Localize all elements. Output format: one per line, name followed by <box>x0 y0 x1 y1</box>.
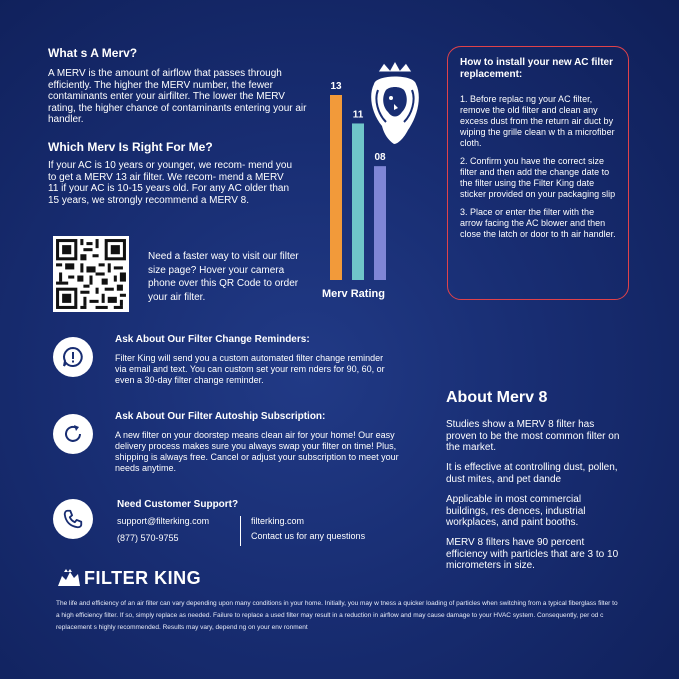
support-website[interactable]: filterking.com <box>251 516 305 526</box>
which-merv-heading: Which Merv Is Right For Me? <box>48 140 213 154</box>
merv-chart-label: Merv Rating <box>322 288 385 300</box>
support-contact: Contact us for any questions <box>251 531 366 541</box>
install-step-3: 3. Place or enter the filter with the arrow facing the AC blower and then close the latch or door to th air handler. <box>460 207 616 239</box>
merv-bar-11 <box>352 123 364 280</box>
lion-logo-icon <box>364 60 426 146</box>
install-step-2: 2. Confirm you have the correct size filter and then add the change date to the filter using the Filter King date sticker provided on your packaging slip <box>460 156 616 199</box>
disclaimer-text: The life and efficiency of an air filter can vary depending upon many conditions in your home. Initially, you may w tness a quicker loading of particles when switching from a typical fiberglass filter to a high efficiency filter. If so, simply replace as needed. Failure to replace a used filter may result in a reduction in airflow and may cause damage to your HVAC system. Consequently, per od c replacement s highly recommended. Results may vary, depend ng on your env ronment <box>56 600 618 631</box>
what-is-merv-heading: What s A Merv? <box>48 46 138 60</box>
autoship-heading: Ask About Our Filter Autoship Subscription: <box>115 411 326 422</box>
qr-code[interactable] <box>53 236 129 312</box>
install-step-1: 1. Before replac ng your AC filter, remove the old filter and clean any excess dust from the return air duct by wiping the grille clean w th a microfiber cloth. <box>460 94 615 148</box>
qr-code-graphic <box>53 236 129 312</box>
merv-bar-label-11: 11 <box>352 109 364 121</box>
autoship-body: A new filter on your doorstep means clean air for your home! Our easy delivery process makes sure you always swap your filter on time! Plus, shipping is always free. Cancel or adjust your subscription to meet your needs anytime. <box>115 430 399 473</box>
about-merv8-p2: It is effective at controlling dust, pollen, dust mites, and pet dande <box>446 462 618 485</box>
install-instructions-box <box>447 46 629 300</box>
reminders-body: Filter King will send you a custom automated filter change reminder via email and text. You can custom set your rem nders for 90, 60, or even a 30-day filter change reminder. <box>115 353 385 385</box>
merv-bar-13 <box>330 95 342 280</box>
reminder-icon <box>53 337 93 377</box>
about-merv8-p3: Applicable in most commercial buildings, res dences, industrial workplaces, and paint booths. <box>446 494 586 528</box>
reminders-heading: Ask About Our Filter Change Reminders: <box>115 334 310 345</box>
about-merv8-p4: MERV 8 filters have 90 percent efficiency with particles that are 3 to 10 micrometers in size. <box>446 537 619 571</box>
brand-name: FILTER KING <box>84 568 202 588</box>
merv-bar-label-08: 08 <box>374 152 386 164</box>
merv-bar-label-13: 13 <box>330 81 342 92</box>
phone-icon <box>53 499 93 539</box>
support-phone[interactable]: (877) 570-9755 <box>117 533 179 543</box>
merv-bar-08 <box>374 166 386 280</box>
qr-instructions: Need a faster way to visit our filter size page? Hover your camera phone over this QR Code to order your air filter. <box>148 251 299 303</box>
about-merv8-heading: About Merv 8 <box>446 389 548 406</box>
support-divider <box>240 516 241 546</box>
autoship-refresh-icon <box>53 414 93 454</box>
install-heading: How to install your new AC filter replacement: <box>460 57 613 80</box>
support-email[interactable]: support@filterking.com <box>117 516 210 526</box>
support-heading: Need Customer Support? <box>117 499 239 510</box>
which-merv-body: If your AC is 10 years or younger, we recom- mend you to get a MERV 13 air filter. We recom- mend a MERV 11 if your AC is 10-15 years old. For any AC older than 15 years, we strongly recommend a MERV 8. <box>48 160 292 206</box>
about-merv8-p1: Studies show a MERV 8 filter has proven to be the most common filter on the market. <box>446 419 620 453</box>
brand-lion-icon <box>56 568 82 588</box>
what-is-merv-body: A MERV is the amount of airflow that passes through efficiently. The higher the MERV number, the fewer contaminants enter your airfilter. The lower the MERV rating, the higher chance of contaminants entering your air handler. <box>48 68 307 125</box>
